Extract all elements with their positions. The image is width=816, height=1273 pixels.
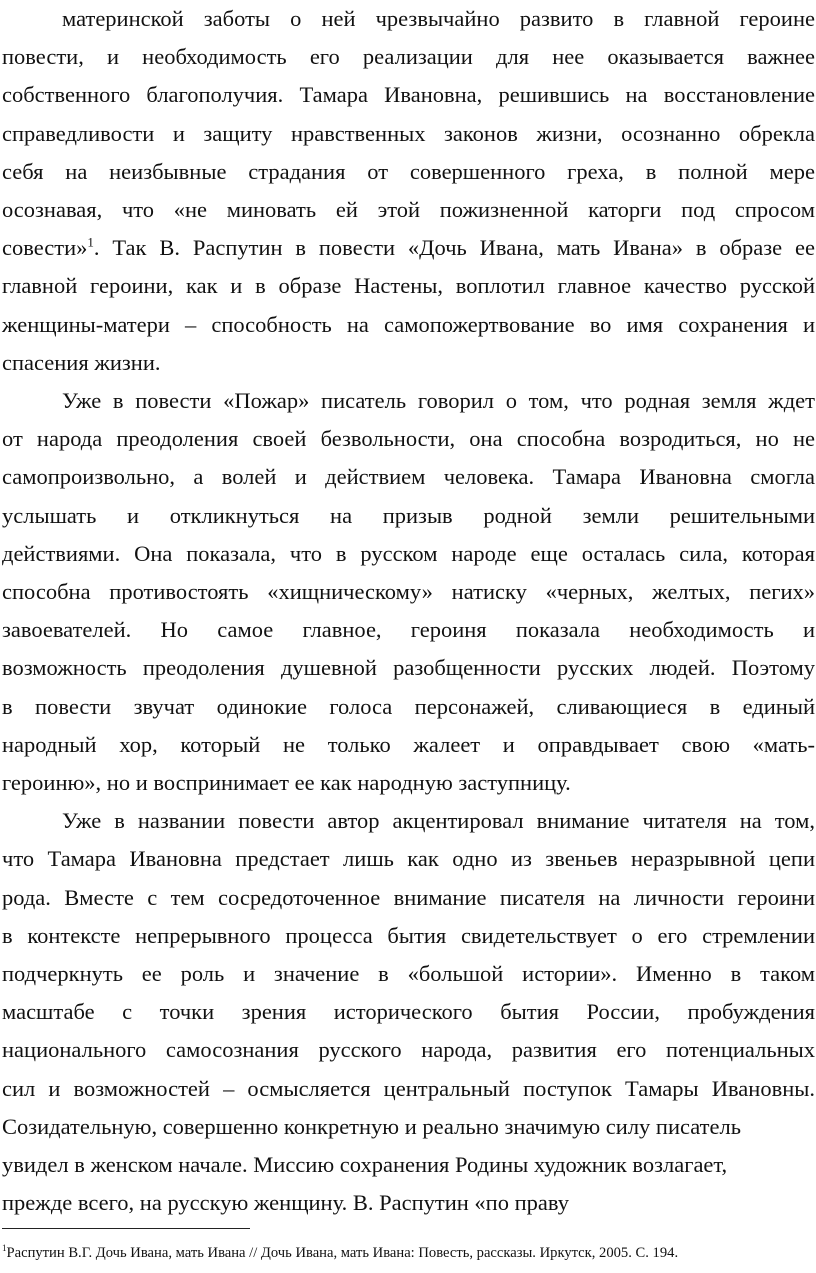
text-line: повести, и необходимость его реализации для нее оказывается важнее [2, 44, 815, 70]
text-line: народный хор, который не только жалеет и оправдывает свою «мать- [2, 731, 815, 757]
paragraph-1 [2, 0, 815, 382]
text-line: подчеркнуть ее роль и значение в «большой истории». Именно в таком [2, 961, 815, 987]
text-line: Уже в повести «Пожар» писатель говорил о том, что родная земля ждет [62, 388, 815, 414]
text-line: собственного благополучия. Тамара Ивановна, решившись на восстановление [2, 82, 815, 108]
footnote-reference[interactable]: 1 [87, 234, 94, 250]
text-line: в повести звучат одинокие голоса персонажей, сливающиеся в единый [2, 693, 815, 719]
text-line: осознавая, что «не миновать ей этой пожизненной каторги под спросом [2, 197, 815, 223]
text-line: завоевателей. Но самое главное, героиня показала необходимость и [2, 617, 815, 643]
text-line: Созидательную, совершенно конкретную и реально значимую силу писатель [2, 1113, 741, 1139]
text-line: способна противостоять «хищническому» натиску «черных, желтых, пегих» [2, 579, 815, 605]
footnote-text: Распутин В.Г. Дочь Ивана, мать Ивана // Дочь Ивана, мать Ивана: Повесть, рассказы. Иркутск, 2005. С. 194. [6, 1245, 679, 1261]
text-line: справедливости и защиту нравственных законов жизни, осознанно обрекла [2, 120, 815, 146]
text-line: прежде всего, на русскую женщину. В. Распутин «по праву [2, 1190, 569, 1216]
text-line: масштабе с точки зрения исторического бытия России, пробуждения [2, 999, 815, 1025]
text-line: сил и возможностей – осмысляется центральный поступок Тамары Ивановны. [2, 1075, 815, 1101]
paragraph-3 [2, 802, 815, 1222]
text-fragment: совести» [2, 235, 88, 261]
text-line: что Тамара Ивановна предстает лишь как одно из звеньев неразрывной цепи [2, 846, 815, 872]
paragraph-2 [2, 382, 815, 802]
text-line: национального самосознания русского народа, развития его потенциальных [2, 1037, 815, 1063]
text-line: себя на неизбывные страдания от совершенного греха, в полной мере [2, 158, 815, 184]
text-line: спасения жизни. [2, 349, 161, 375]
text-line: возможность преодоления душевной разобщенности русских людей. Поэтому [2, 655, 815, 681]
text-line: самопроизвольно, а волей и действием человека. Тамара Ивановна смогла [2, 464, 815, 490]
text-line: героиню», но и воспринимает ее как народную заступницу. [2, 770, 571, 796]
text-line: Уже в названии повести автор акцентировал внимание читателя на том, [62, 808, 815, 834]
text-line: услышать и откликнуться на призыв родной земли решительными [2, 502, 815, 528]
text-line: увидел в женском начале. Миссию сохранения Родины художник возлагает, [2, 1152, 728, 1178]
text-line: действиями. Она показала, что в русском народе еще осталась сила, которая [2, 540, 815, 566]
text-line: рода. Вместе с тем сосредоточенное внимание писателя на личности героини [2, 884, 815, 910]
text-line: в контексте непрерывного процесса бытия свидетельствует о его стремлении [2, 922, 815, 948]
footnote [2, 1244, 816, 1262]
body-text [2, 0, 815, 1223]
footnote-separator [2, 1228, 250, 1229]
text-fragment: . Так В. Распутин в повести «Дочь Ивана, мать Ивана» в образе ее [93, 235, 815, 261]
text-line: женщины-матери – способность на самопожертвование во имя сохранения и [2, 311, 815, 337]
text-line: главной героини, как и в образе Настены, воплотил главное качество русской [2, 273, 815, 299]
text-line: от народа преодоления своей безвольности, она способна возродиться, но не [2, 426, 815, 452]
text-line: материнской заботы о ней чрезвычайно развито в главной героине [62, 6, 815, 31]
footnote-marker: 1 [2, 1243, 7, 1254]
text-line [2, 229, 815, 267]
